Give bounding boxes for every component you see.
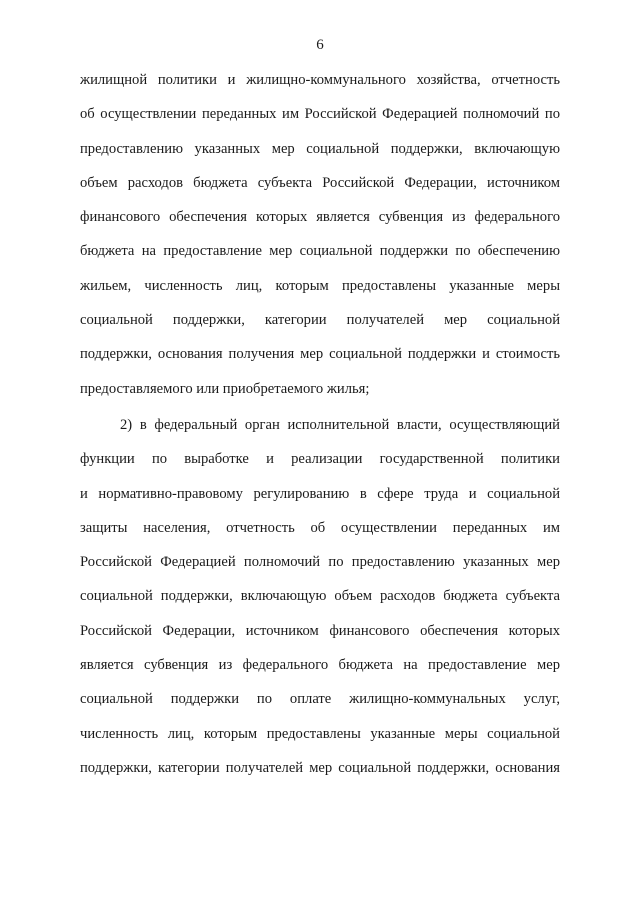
text-line: социальной поддержки, включающую объем расходов бюджета субъекта	[80, 588, 560, 605]
text-line: бюджета на предоставление мер социальной поддержки по обеспечению	[80, 243, 560, 260]
text-line: объем расходов бюджета субъекта Российской Федерации, источником	[80, 174, 560, 191]
text-line: об осуществлении переданных им Российской Федерацией полномочий по	[80, 106, 560, 123]
text-line: функции по выработке и реализации государственной политики	[80, 451, 560, 468]
text-line: и нормативно-правовому регулированию в сфере труда и социальной	[80, 485, 560, 502]
text-line: Российской Федерации, источником финансового обеспечения которых	[80, 622, 560, 639]
text-line: численность лиц, которым предоставлены указанные меры социальной	[80, 725, 560, 742]
text-line-paragraph-end: предоставляемого или приобретаемого жилья;	[80, 380, 370, 397]
text-line: предоставлению указанных мер социальной поддержки, включающую	[80, 140, 560, 157]
text-line: жильем, численность лиц, которым предоставлены указанные меры	[80, 277, 560, 294]
text-line: финансового обеспечения которых является субвенция из федерального	[80, 209, 560, 226]
text-line: жилищной политики и жилищно-коммунального хозяйства, отчетность	[80, 72, 560, 88]
document-body	[80, 70, 560, 792]
text-line: социальной поддержки по оплате жилищно-коммунальных услуг,	[80, 691, 560, 708]
page-number: 6	[316, 37, 324, 53]
text-line: социальной поддержки, категории получателей мер социальной	[80, 312, 560, 329]
text-line: поддержки, основания получения мер социальной поддержки и стоимость	[80, 346, 560, 363]
text-line-paragraph-start: 2) в федеральный орган исполнительной власти, осуществляющий	[120, 416, 560, 433]
text-line: Российской Федерацией полномочий по предоставлению указанных мер	[80, 554, 560, 571]
text-line: поддержки, категории получателей мер социальной поддержки, основания	[80, 759, 560, 776]
text-line: защиты населения, отчетность об осуществлении переданных им	[80, 519, 560, 536]
text-line: является субвенция из федерального бюджета на предоставление мер	[80, 657, 560, 674]
